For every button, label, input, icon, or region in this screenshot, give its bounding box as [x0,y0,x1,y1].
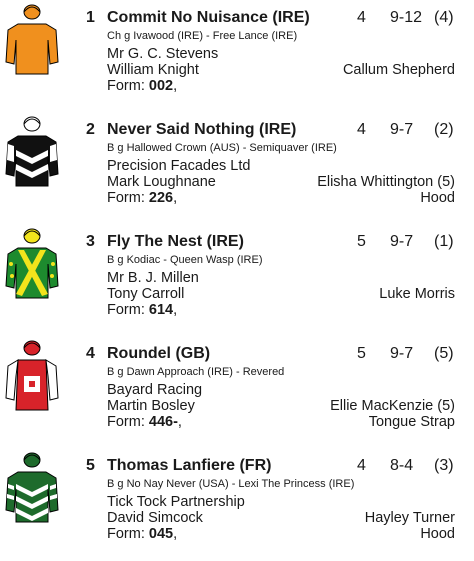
jockey-silks-icon [4,224,60,300]
horse-form [107,78,177,94]
horse-name-link[interactable]: Roundel (GB) [107,345,211,362]
horse-owner: Bayard Racing [107,382,203,398]
runner-number: 2 [86,121,95,138]
horse-age: 5 [357,345,366,362]
horse-draw: (1) [434,233,454,250]
horse-jockey: Callum Shepherd [342,62,455,78]
horse-breeding: Ch g Ivawood (IRE) - Free Lance (IRE) [107,30,298,42]
jockey-silks-icon [4,112,60,188]
runner-number: 3 [86,233,95,250]
horse-breeding: B g No Nay Never (USA) - Lexi The Princess (IRE) [107,478,355,490]
horse-breeding: B g Kodiac - Queen Wasp (IRE) [107,254,263,266]
horse-trainer: Tony Carroll [107,286,185,302]
horse-form [107,190,177,206]
jockey-silks-icon [4,336,60,412]
runner-number: 1 [86,9,95,26]
jockey-silks-icon [4,448,60,524]
runner-card [0,336,474,448]
form-suffix: , [173,190,178,206]
runner-card [0,448,474,560]
horse-form [107,414,182,430]
runner-number: 5 [86,457,95,474]
horse-owner: Mr G. C. Stevens [107,46,219,62]
form-figures: 045 [148,526,174,542]
horse-name-link[interactable]: Thomas Lanfiere (FR) [107,457,272,474]
horse-trainer: David Simcock [107,510,203,526]
horse-draw: (3) [434,457,454,474]
form-suffix: , [177,414,182,430]
horse-draw: (2) [434,121,454,138]
form-suffix: , [173,526,178,542]
horse-age: 4 [357,121,366,138]
horse-weight: 9-7 [390,121,414,138]
jockey-silks-icon [4,0,60,76]
horse-weight: 9-7 [390,233,414,250]
horse-owner: Tick Tock Partnership [107,494,245,510]
horse-headgear: Hood [420,190,455,206]
form-figures: 446- [148,414,178,430]
horse-trainer: Mark Loughnane [107,174,216,190]
runner-number: 4 [86,345,95,362]
form-label: Form: [107,190,149,206]
horse-name-link[interactable]: Commit No Nuisance (IRE) [107,9,310,26]
horse-jockey: Luke Morris [379,286,455,302]
form-figures: 614 [148,302,174,318]
horse-age: 5 [357,233,366,250]
horse-form [107,302,177,318]
horse-breeding: B g Hallowed Crown (AUS) - Semiquaver (IRE) [107,142,337,154]
horse-draw: (5) [434,345,454,362]
form-label: Form: [107,414,149,430]
horse-jockey: Hayley Turner [364,510,455,526]
horse-weight: 9-12 [390,9,423,26]
form-label: Form: [107,302,149,318]
horse-jockey: Elisha Whittington (5) [317,174,455,190]
runner-card [0,112,474,224]
horse-owner: Mr B. J. Millen [107,270,199,286]
horse-owner: Precision Facades Ltd [107,158,251,174]
horse-name-link[interactable]: Never Said Nothing (IRE) [107,121,297,138]
form-label: Form: [107,526,149,542]
form-suffix: , [173,78,178,94]
horse-name-link[interactable]: Fly The Nest (IRE) [107,233,244,250]
horse-headgear: Hood [420,526,455,542]
horse-weight: 8-4 [390,457,414,474]
form-label: Form: [107,78,149,94]
horse-form [107,526,177,542]
horse-draw: (4) [434,9,454,26]
horse-breeding: B g Dawn Approach (IRE) - Revered [107,366,285,378]
horse-headgear: Tongue Strap [368,414,455,430]
form-suffix: , [173,302,178,318]
horse-weight: 9-7 [390,345,414,362]
form-figures: 226 [148,190,174,206]
runner-card [0,224,474,336]
horse-age: 4 [357,457,366,474]
horse-trainer: Martin Bosley [107,398,195,414]
horse-trainer: William Knight [107,62,199,78]
form-figures: 002 [148,78,174,94]
runner-card [0,0,474,112]
horse-jockey: Ellie MacKenzie (5) [330,398,455,414]
horse-age: 4 [357,9,366,26]
